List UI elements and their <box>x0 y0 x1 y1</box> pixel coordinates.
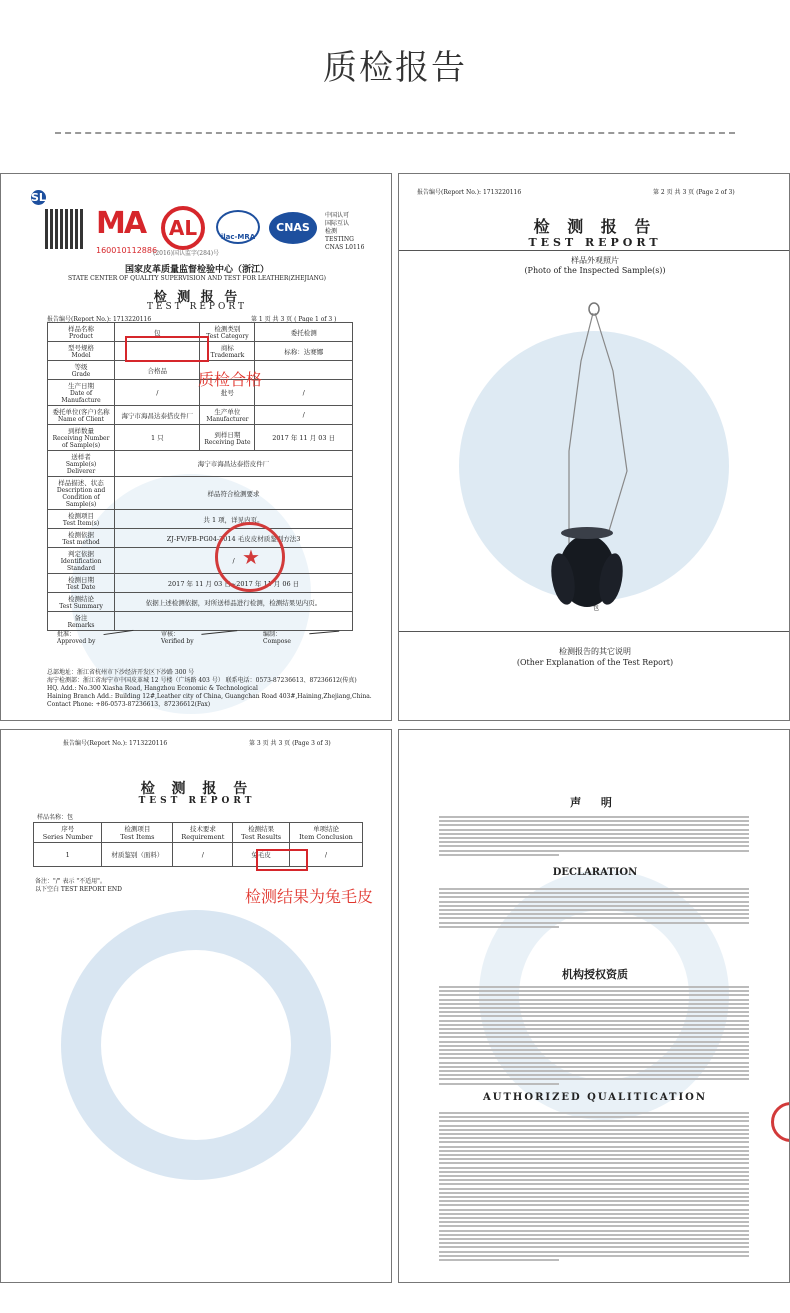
field-label: 检测日期 Test Date <box>48 574 115 593</box>
text-line <box>439 1154 749 1156</box>
text-line <box>439 901 749 903</box>
text-line <box>439 837 749 839</box>
text-line <box>439 829 749 831</box>
declaration-cn: 声 明 <box>570 796 620 809</box>
text-line <box>439 926 559 928</box>
info-row <box>48 510 353 529</box>
field-label: 送样者 Sample(s) Deliverer <box>48 451 115 477</box>
text-line <box>439 1049 749 1051</box>
field-value: / <box>115 548 353 574</box>
field-value: / <box>255 380 353 406</box>
field-value: ZJ-FV/FB-PG04-2014 毛皮皮材质鉴别方法3 <box>115 529 353 548</box>
text-line <box>439 1116 749 1118</box>
field-value: 1 只 <box>115 425 200 451</box>
field-value <box>255 361 353 380</box>
text-line <box>439 1246 749 1248</box>
text-line <box>439 1175 749 1177</box>
report-title-en: TEST REPORT <box>146 302 247 312</box>
sample-name: 样品名称：包 <box>37 814 74 821</box>
text-line <box>439 1162 749 1164</box>
text-line <box>439 1007 749 1009</box>
text-line <box>439 1238 749 1240</box>
field-label: 检测类别 Test Category <box>200 323 255 342</box>
field-label: 备注 Remarks <box>48 612 115 631</box>
text-line <box>439 820 749 822</box>
photo-frame <box>399 250 790 632</box>
official-seal: ★ <box>215 522 285 592</box>
cell-conclusion: / <box>289 843 362 867</box>
text-line <box>439 1032 749 1034</box>
field-label: 检测依据 Test method <box>48 529 115 548</box>
text-line <box>439 917 749 919</box>
info-row <box>48 477 353 510</box>
field-label: 到样数量 Receiving Number of Sample(s) <box>48 425 115 451</box>
cell-item: 材质鉴别（面料） <box>102 843 173 867</box>
side-seal <box>771 1102 790 1142</box>
text-line <box>439 1011 749 1013</box>
text-line <box>439 905 749 907</box>
field-label: 到样日期 Receiving Date <box>200 425 255 451</box>
cma-sub: (2016)国认监字(284)号 <box>153 250 220 257</box>
info-row <box>48 529 353 548</box>
text-line <box>439 850 749 852</box>
text-line <box>439 892 749 894</box>
text-line <box>439 1024 749 1026</box>
text-line <box>439 1183 749 1185</box>
text-line <box>439 1120 749 1122</box>
text-line <box>439 1192 749 1194</box>
text-line <box>439 896 749 898</box>
sign-compiled: 编制： Compose <box>263 631 291 645</box>
qualified-annotation: 质检合格 <box>198 370 263 389</box>
cma-number: 160010112886 <box>96 246 158 255</box>
cnas-side: 中国认可 国际互认 检测 TESTING CNAS L0116 <box>325 212 365 251</box>
text-line <box>439 1146 749 1148</box>
field-label: 样品描述、状态 Description and Condition of Sample(s) <box>48 477 115 510</box>
field-label: 生产日期 Date of Manufacture <box>48 380 115 406</box>
result-highlight <box>256 849 308 871</box>
report-page-3 <box>0 729 392 1283</box>
text-line <box>439 1141 749 1143</box>
note: 备注："/" 表示 "不适用"。 <box>35 878 106 885</box>
auth-cn: 机构授权资质 <box>562 968 628 981</box>
field-label: 生产单位 Manufacturer <box>200 406 255 425</box>
text-line <box>439 1259 559 1261</box>
text-line <box>439 1221 749 1223</box>
al-logo: AL <box>161 206 205 250</box>
field-label: 检测项目 Test Item(s) <box>48 510 115 529</box>
text-line <box>439 888 749 890</box>
cell-requirement: / <box>173 843 233 867</box>
cnas-logo: CNAS <box>269 212 317 244</box>
field-value: 2017 年 11 月 03 日 <box>255 425 353 451</box>
text-line <box>439 1045 749 1047</box>
cell-series: 1 <box>34 843 102 867</box>
text-line <box>439 1070 749 1072</box>
text-line <box>439 1074 749 1076</box>
text-line <box>439 1204 749 1206</box>
field-value: 依据上述检测依据，对所送样品进行检测，检测结果见内页。 <box>115 593 353 612</box>
header-series: 序号 Series Number <box>34 823 102 843</box>
sign-approved: 批准： Approved by <box>57 631 96 645</box>
report-number: 报告编号(Report No.): 1713220116 <box>63 740 168 747</box>
text-line <box>439 845 749 847</box>
cell-result: 兔毛皮 <box>233 843 290 867</box>
page-info: 第 3 页 共 3 页 (Page 3 of 3) <box>249 740 331 747</box>
text-line <box>439 1137 749 1139</box>
field-value: 委托检测 <box>255 323 353 342</box>
field-value: / <box>115 380 200 406</box>
text-line <box>439 1167 749 1169</box>
info-row <box>48 425 353 451</box>
text-line <box>439 1078 749 1080</box>
text-line <box>439 1125 749 1127</box>
text-line <box>439 1255 749 1257</box>
qr-code <box>45 209 85 249</box>
cma-logo: MA <box>96 206 146 241</box>
declaration-en: DECLARATION <box>552 867 638 878</box>
field-label: 判定依据 Identification Standard <box>48 548 115 574</box>
field-value: 包 <box>115 323 200 342</box>
text-line <box>439 1057 749 1059</box>
text-line <box>439 1234 749 1236</box>
text-line <box>439 1129 749 1131</box>
text-line <box>439 1251 749 1253</box>
text-line <box>439 1158 749 1160</box>
report-page-1 <box>0 173 392 721</box>
text-line <box>439 1200 749 1202</box>
text-line <box>439 1053 749 1055</box>
report-title-en: TEST REPORT <box>138 796 256 806</box>
field-value: 样品符合检测要求 <box>115 477 353 510</box>
info-row <box>48 593 353 612</box>
info-row <box>48 574 353 593</box>
field-value: 海宁市海昌达泰搭皮件厂 <box>115 406 200 425</box>
text-line <box>439 1020 749 1022</box>
report-end: 以下空白 TEST REPORT END <box>35 886 122 893</box>
text-line <box>439 1213 749 1215</box>
center-name-cn: 国家皮革质量监督检验中心（浙江） <box>124 265 269 275</box>
results-table <box>33 822 363 867</box>
text-line <box>439 1133 749 1135</box>
header-items: 检测项目 Test Items <box>102 823 173 843</box>
result-annotation: 检测结果为兔毛皮 <box>245 887 374 906</box>
center-name-en: STATE CENTER OF QUALITY SUPERVISION AND TEST FOR LEATHER(ZHEJIANG) <box>68 275 326 282</box>
sample-photo <box>399 251 790 631</box>
text-line <box>439 1003 749 1005</box>
info-row <box>48 406 353 425</box>
other-explanation-cn: 检测报告的其它说明 <box>559 647 631 656</box>
report-number: 报告编号(Report No.): 1713220116 <box>47 316 152 323</box>
text-line <box>439 1150 749 1152</box>
sign-verified: 审核： Verified by <box>161 631 194 645</box>
text-line <box>439 1028 749 1030</box>
text-line <box>439 1015 749 1017</box>
report-title-cn: 检 测 报 告 <box>140 781 254 797</box>
field-value: 2017 年 11 月 03 日~2017 年 11 月 06 日 <box>115 574 353 593</box>
page-info: 第 2 页 共 3 页 (Page 2 of 3) <box>653 189 735 196</box>
text-line <box>439 986 749 988</box>
text-line <box>439 999 749 1001</box>
field-label: 检测结论 Test Summary <box>48 593 115 612</box>
field-label: 等级 Grade <box>48 361 115 380</box>
text-line <box>439 1041 749 1043</box>
text-line <box>439 1083 559 1085</box>
photo-label-en: (Photo of the Inspected Sample(s)) <box>524 266 666 275</box>
auth-en: AUTHORIZED QUALITICATION <box>483 1092 707 1103</box>
field-label: 型号规格 Model <box>48 342 115 361</box>
field-label: 商标 Trademark <box>200 342 255 361</box>
text-line <box>439 909 749 911</box>
header-requirement: 技术要求 Requirement <box>173 823 233 843</box>
field-label: 样品名称 Product <box>48 323 115 342</box>
text-line <box>439 1171 749 1173</box>
page-title: 质检报告 <box>323 48 467 88</box>
info-row <box>48 451 353 477</box>
text-line <box>439 841 749 843</box>
dashed-divider <box>55 132 735 134</box>
text-line <box>439 913 749 915</box>
footer-addresses: 总部地址：浙江省杭州市下沙经济开发区下沙路 300 号 海宁检测部：浙江省海宁市中国皮革城 12 号楼（广场路 403 号） 联系电话：0573-87236613、87236612(传真) HQ. Add.: No.300 Xiasha Road, Hangzhou Economic & Technological Haining Branch Add.: Building 12#,Leather city of China, Guangchan Road 403#,Haining,Zhejiang,China. Contact Phone: +86-0573-87236613、87236612(Fax) <box>47 669 372 708</box>
report-page-2 <box>398 173 790 721</box>
other-explanation-en: (Other Explanation of the Test Report) <box>516 658 674 667</box>
text-line <box>439 1196 749 1198</box>
text-line <box>439 990 749 992</box>
field-value: 合格品 <box>115 361 200 380</box>
text-line <box>439 1179 749 1181</box>
report-number: 报告编号(Report No.): 1713220116 <box>417 189 522 196</box>
ilac-logo: ilac-MRA <box>216 210 260 244</box>
text-line <box>439 1066 749 1068</box>
info-row <box>48 548 353 574</box>
text-line <box>439 922 749 924</box>
text-line <box>439 824 749 826</box>
text-line <box>439 1217 749 1219</box>
text-line <box>439 1036 749 1038</box>
text-line <box>439 816 749 818</box>
text-line <box>439 1112 749 1114</box>
field-value: / <box>255 406 353 425</box>
field-value: 海宁市海昌达泰搭皮件厂 <box>115 451 353 477</box>
text-line <box>439 1209 749 1211</box>
slc-logo: SLC <box>31 191 55 204</box>
report-title-en: TEST REPORT <box>528 236 662 249</box>
field-value: 共 1 项，详见内页。 <box>115 510 353 529</box>
signature <box>309 625 339 635</box>
photo-label-cn: 样品外观照片 <box>571 256 619 265</box>
text-line <box>439 1062 749 1064</box>
text-line <box>439 1242 749 1244</box>
sample-caption: 包 <box>593 605 600 612</box>
watermark <box>61 910 331 1180</box>
text-line <box>439 854 559 856</box>
report-title-cn: 检 测 报 告 <box>153 290 241 305</box>
report-page-4 <box>398 729 790 1283</box>
field-value: 标称：达赛娜 <box>255 342 353 361</box>
text-line <box>439 1225 749 1227</box>
page-info: 第 1 页 共 3 页 ( Page 1 of 3 ) <box>251 316 337 323</box>
text-line <box>439 1188 749 1190</box>
field-label: 委托单位(客户)名称 Name of Client <box>48 406 115 425</box>
field-label: 批号 <box>200 380 255 406</box>
text-line <box>439 833 749 835</box>
header-conclusion: 单项结论 Item Conclusion <box>289 823 362 843</box>
text-line <box>439 1230 749 1232</box>
grade-highlight <box>125 336 209 362</box>
text-line <box>439 994 749 996</box>
header-results: 检测结果 Test Results <box>233 823 290 843</box>
report-title-cn: 检 测 报 告 <box>533 217 657 236</box>
